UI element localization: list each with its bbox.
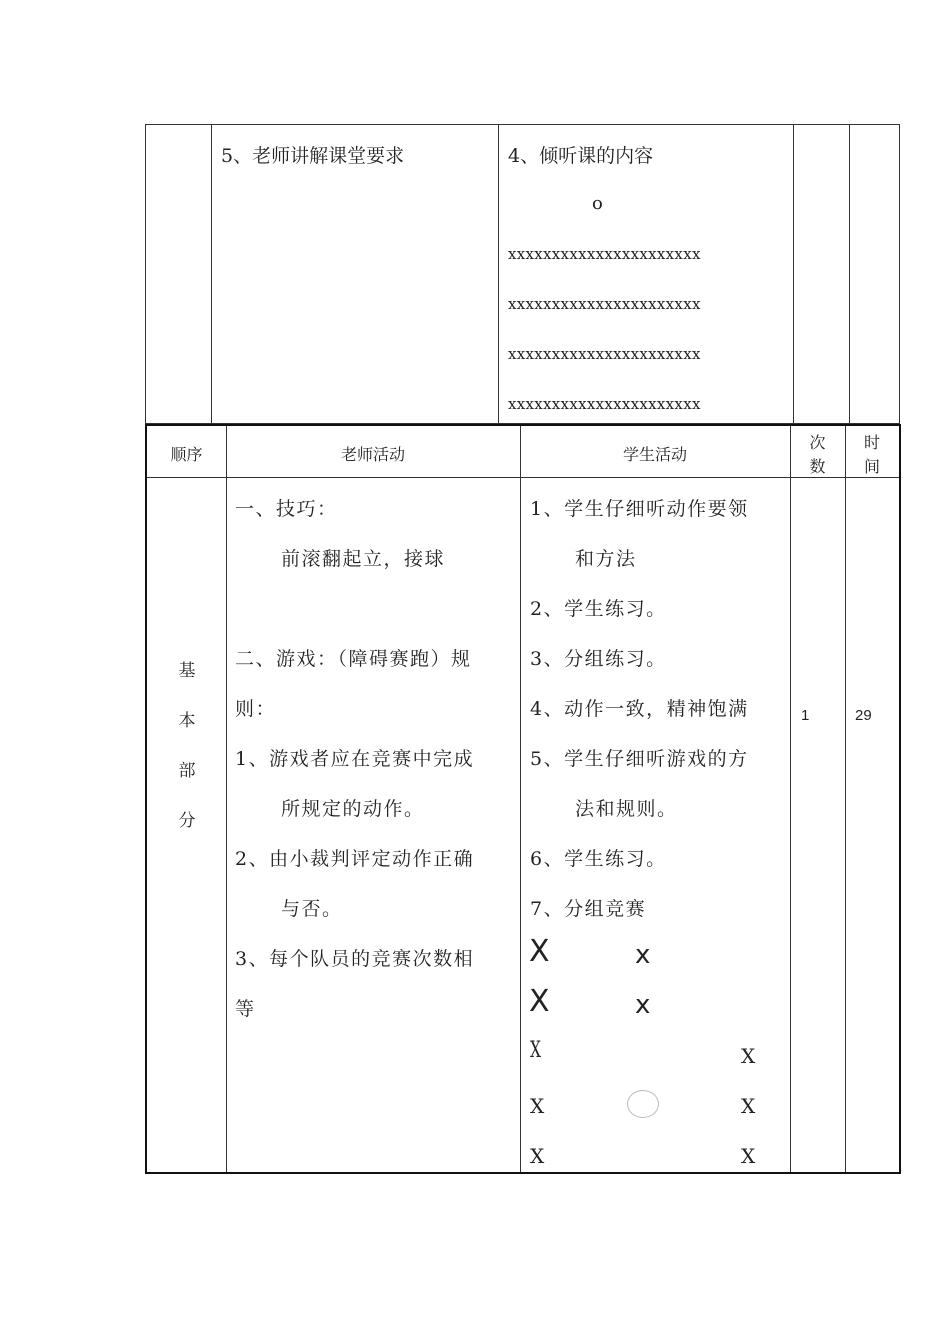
formation-mark: X xyxy=(529,984,550,1019)
section-label-char: 基 xyxy=(178,661,196,681)
student-line: 5、学生仔细听游戏的方 xyxy=(530,748,749,770)
header-divider xyxy=(147,477,899,478)
teacher-line: 前滚翻起立，接球 xyxy=(281,548,446,570)
header-count-top: 次 xyxy=(809,433,826,452)
formation-mark: X xyxy=(530,1094,545,1118)
section-label-char: 分 xyxy=(178,811,196,831)
section-label-char: 本 xyxy=(178,711,196,731)
formation-mark: x xyxy=(635,940,651,970)
teacher-line: 与否。 xyxy=(281,898,343,920)
header-count-bottom: 数 xyxy=(809,457,826,476)
student-formation-row: xxxxxxxxxxxxxxxxxxxxxx xyxy=(508,295,701,313)
header-student-activity: 学生活动 xyxy=(622,445,687,464)
teacher-line: 所规定的动作。 xyxy=(281,798,425,820)
student-line: 6、学生练习。 xyxy=(530,848,667,870)
column-divider xyxy=(845,426,846,1172)
teacher-line: 1、游戏者应在竞赛中完成 xyxy=(235,748,475,770)
header-teacher-activity: 老师活动 xyxy=(340,445,405,464)
count-value: 1 xyxy=(801,707,810,724)
formation-mark: X xyxy=(741,1044,756,1068)
teacher-item: 5、老师讲解课堂要求 xyxy=(221,145,405,167)
section-label-char: 部 xyxy=(178,761,196,781)
student-line: 7、分组竞赛 xyxy=(530,898,647,920)
column-divider xyxy=(793,125,794,423)
teacher-line: 则： xyxy=(235,698,277,720)
column-divider xyxy=(790,426,791,1172)
column-divider xyxy=(849,125,850,423)
teacher-position-circle xyxy=(627,1090,659,1118)
column-divider xyxy=(498,125,499,423)
student-line: 4、动作一致，精神饱满 xyxy=(530,698,749,720)
column-divider xyxy=(211,125,212,423)
formation-mark: X xyxy=(741,1094,756,1118)
student-line: 法和规则。 xyxy=(575,798,678,820)
student-line: 1、学生仔细听动作要领 xyxy=(530,498,749,520)
teacher-line: 2、由小裁判评定动作正确 xyxy=(235,848,475,870)
teacher-line: 等 xyxy=(235,998,256,1020)
formation-mark: X xyxy=(529,934,550,969)
student-line: 3、分组练习。 xyxy=(530,648,667,670)
student-line: 2、学生练习。 xyxy=(530,598,667,620)
student-formation-row: xxxxxxxxxxxxxxxxxxxxxx xyxy=(508,245,701,263)
formation-mark: X xyxy=(741,1144,756,1168)
header-time-bottom: 间 xyxy=(863,457,880,476)
header-time-top: 时 xyxy=(863,433,880,452)
formation-mark: X xyxy=(530,1144,545,1168)
column-divider xyxy=(226,426,227,1172)
student-line: 和方法 xyxy=(575,548,637,570)
time-value: 29 xyxy=(855,707,872,724)
teacher-line: 3、每个队员的竞赛次数相 xyxy=(235,948,475,970)
teacher-line: 二、游戏：（障碍赛跑）规 xyxy=(235,648,472,670)
column-divider xyxy=(520,426,521,1172)
teacher-position-mark: o xyxy=(592,193,603,214)
formation-mark: X xyxy=(530,1038,541,1063)
student-formation-row: xxxxxxxxxxxxxxxxxxxxxx xyxy=(508,395,701,413)
teacher-line: 一、技巧： xyxy=(235,498,338,520)
student-item: 4、倾听课的内容 xyxy=(508,145,654,167)
lesson-table xyxy=(145,424,901,1174)
top-table xyxy=(145,124,900,424)
header-order: 顺序 xyxy=(170,445,203,464)
student-formation-row: xxxxxxxxxxxxxxxxxxxxxx xyxy=(508,345,701,363)
formation-mark: x xyxy=(635,990,651,1020)
